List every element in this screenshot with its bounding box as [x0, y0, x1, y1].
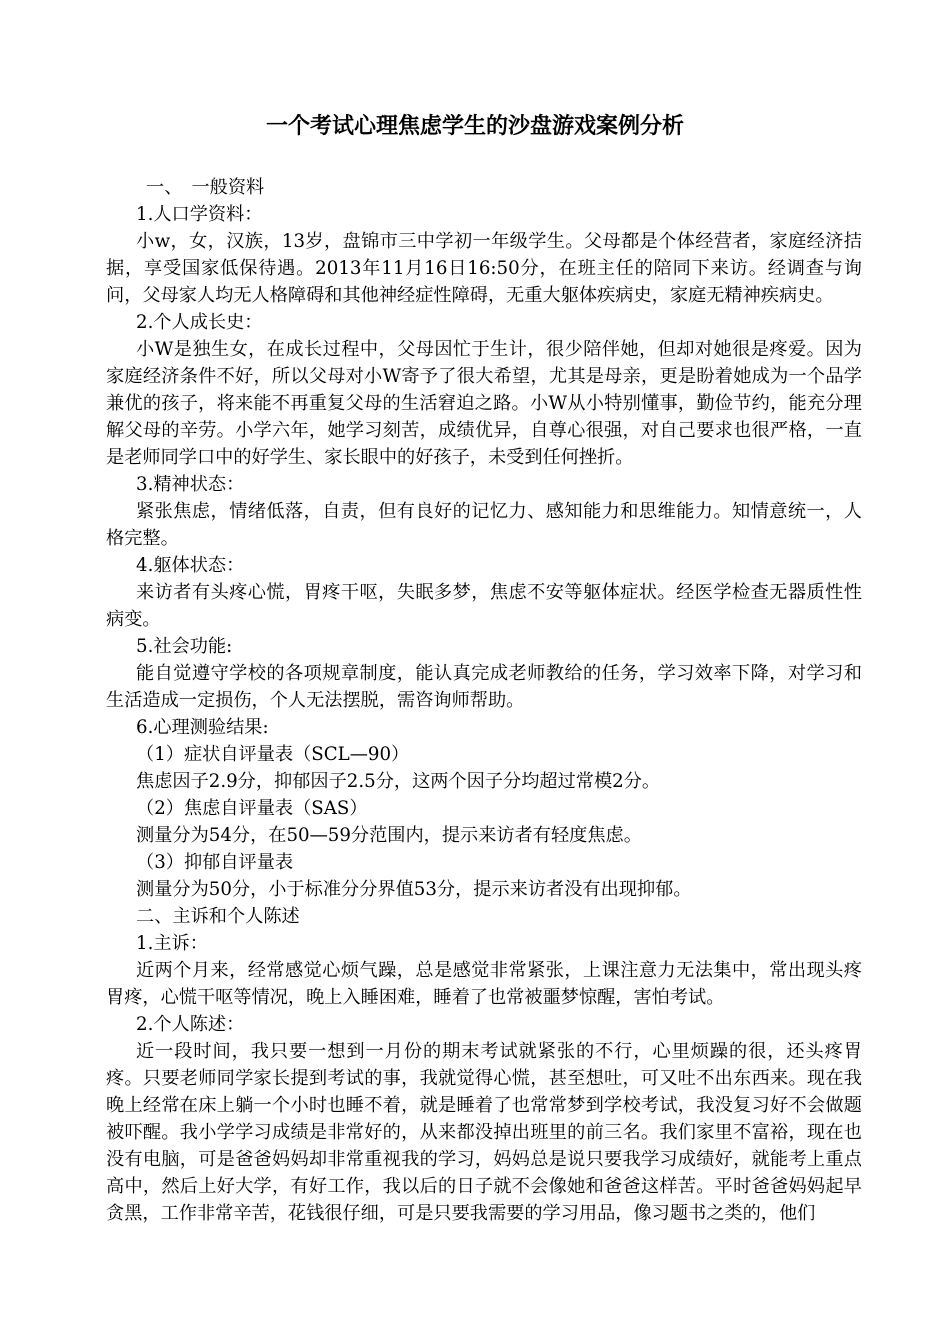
subsection-heading: 1.人口学资料：	[136, 204, 263, 225]
paragraph: 能自觉遵守学校的各项规章制度，能认真完成老师教给的任务，学习效率下降，对学习和生活造成一定损伤，个人无法摆脱，需咨询师帮助。	[106, 663, 862, 711]
document-title: 一个考试心理焦虑学生的沙盘游戏案例分析	[265, 114, 684, 139]
subsection-heading: 3.精神状态：	[136, 474, 245, 495]
section-heading: 二、主诉和个人陈述	[136, 906, 300, 927]
subsection-heading: 6.心理测验结果:	[136, 717, 269, 738]
scale-heading: （3）抑郁自评量表	[136, 852, 294, 873]
document-body	[106, 174, 862, 1227]
paragraph: 小w，女，汉族，13岁，盘锦市三中学初一年级学生。父母都是个体经营者，家庭经济拮据，享受国家低保待遇。2013年11月16日16:50分，在班主任的陪同下来访。经调查与询问，父母家人均无人格障碍和其他神经症性障碍，无重大躯体疾病史，家庭无精神疾病史。	[106, 231, 862, 306]
paragraph: 来访者有头疼心慌，胃疼干呕，失眠多梦，焦虑不安等躯体症状。经医学检查无器质性性病变。	[106, 582, 862, 630]
paragraph: 小W是独生女，在成长过程中，父母因忙于生计，很少陪伴她，但却对她很是疼爱。因为家庭经济条件不好，所以父母对小W寄予了很大希望，尤其是母亲，更是盼着她成为一个品学兼优的孩子，将来能不再重复父母的生活窘迫之路。小W从小特别懂事，勤俭节约，能充分理解父母的辛劳。小学六年，她学习刻苦，成绩优异，自尊心很强，对自己要求也很严格，一直是老师同学口中的好学生、家长眼中的好孩子，未受到任何挫折。	[106, 339, 862, 468]
paragraph: 近两个月来，经常感觉心烦气躁，总是感觉非常紧张，上课注意力无法集中，常出现头疼胃疼，心慌干呕等情况，晚上入睡困难，睡着了也常被噩梦惊醒，害怕考试。	[106, 960, 862, 1008]
subsection-heading: 4.躯体状态：	[136, 555, 245, 576]
paragraph: 近一段时间，我只要一想到一月份的期末考试就紧张的不行，心里烦躁的很，还头疼胃疼。只要老师同学家长提到考试的事，我就觉得心慌，甚至想吐，可又吐不出东西来。现在我晚上经常在床上躺一个小时也睡不着，就是睡着了也常常梦到学校考试，我没复习好不会做题被吓醒。我小学学习成绩是非常好的，从来都没掉出班里的前三名。我们家里不富裕，现在也没有电脑，可是爸爸妈妈却非常重视我的学习，妈妈总是说只要我学习成绩好，就能考上重点高中，然后上好大学，有好工作，我以后的日子就不会像她和爸爸这样苦。平时爸爸妈妈起早贪黑，工作非常辛苦，花钱很仔细，可是只要我需要的学习用品，像习题书之类的，他们	[106, 1041, 862, 1224]
subsection-heading: 2.个人成长史：	[136, 312, 263, 333]
paragraph: 测量分为50分，小于标准分分界值53分，提示来访者没有出现抑郁。	[136, 879, 692, 900]
section-heading: 一、 一般资料	[146, 177, 265, 198]
subsection-heading: 5.社会功能:	[136, 636, 233, 657]
subsection-heading: 2.个人陈述：	[136, 1014, 245, 1035]
paragraph: 紧张焦虑，情绪低落，自责，但有良好的记忆力、感知能力和思维能力。知情意统一，人格完整。	[106, 501, 862, 549]
paragraph: 测量分为54分，在50—59分范围内，提示来访者有轻度焦虑。	[136, 825, 642, 846]
scale-heading: （1）症状自评量表（SCL—90）	[136, 744, 410, 765]
subsection-heading: 1.主诉：	[136, 933, 208, 954]
paragraph: 焦虑因子2.9分，抑郁因子2.5分，这两个因子分均超过常模2分。	[136, 771, 661, 792]
scale-heading: （2）焦虑自评量表（SAS）	[136, 798, 368, 819]
